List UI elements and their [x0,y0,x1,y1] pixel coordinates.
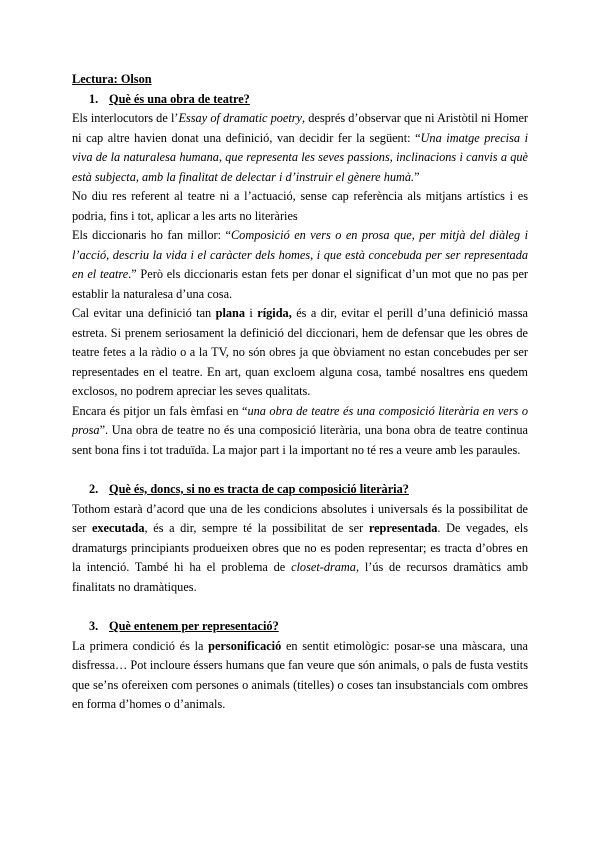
paragraph: Els interlocutors de l’Essay of dramatic poetry, després d’observar que ni Aristòtil ni Homer ni cap altre havien donat una definició, van decidir fer la següent: “Una imatge precisa i viva de la naturalesa humana, que representa les seves passions, inclinacions i canvis a què està subjecta, amb la finalitat de delectar i d’instruir el gènere humà.” [72,111,528,184]
section-1-heading [72,90,528,110]
section-2-heading [72,480,528,500]
section-number: 3. [89,619,99,633]
document-body [72,70,528,715]
section-title: Què entenem per representació? [109,619,279,633]
document-title: Lectura: Olson [72,72,152,86]
section-3-heading [72,617,528,637]
paragraph: Cal evitar una definició tan plana i rígida, és a dir, evitar el perill d’una definició massa estreta. Si prenem seriosament la definició del diccionari, hem de defensar que les obres de teatre fetes a la ràdio o a la TV, no són obres ja que òbviament no estan concebudes per ser representades en el teatre. En art, quan excloem alguna cosa, també nosaltres ens quedem exclosos, no podrem apreciar les seves qualitats. [72,306,528,398]
section-title: Què és una obra de teatre? [109,91,250,106]
spacer [72,597,528,617]
section-number: 2. [89,482,99,496]
paragraph: La primera condició és la personificació en sentit etimològic: posar-se una màscara, una disfressa… Pot incloure éssers humans que fan veure que són animals, o pals de fusta vestits que se’ns ofereixen com persones o animals (titelles) o coses tan insubstancials com ombres en forma d’homes o d’animals. [72,638,528,711]
paragraph: Tothom estarà d’acord que una de les condicions absolutes i universals és la possibilitat de ser executada, és a dir, sempre té la possibilitat de ser representada. De vegades, els dramaturgs principiants produeixen obres que no es poden representar; es tracta d’obres en la intenció. També hi ha el problema de closet-drama, l’ús de recursos dramàtics amb finalitats no dramàtiques. [72,501,528,594]
section-number: 1. [89,91,99,106]
paragraph: Els diccionaris ho fan millor: “Composició en vers o en prosa que, per mitjà del diàleg i l’acció, descriu la vida i el caràcter dels homes, i que està concebuda per ser representada en el teatre.” Però els diccionaris estan fets per donar el significat d’un mot que no pas per establir la naturalesa d’una cosa. [72,228,529,301]
paragraph: Encara és pitjor un fals èmfasi en “una obra de teatre és una composició literària en vers o prosa”. Una obra de teatre no és una composició literària, una bona obra de teatre continua sent bona fins i tot traduïda. La major part i la important no té res a veure amb les paraules. [72,403,528,457]
paragraph: No diu res referent al teatre ni a l’actuació, sense cap referència als mitjans artístics i es podria, fins i tot, aplicar a les arts no literàries [72,189,528,223]
section-title: Què és, doncs, si no es tracta de cap composició literària? [109,482,409,496]
spacer [72,460,528,480]
